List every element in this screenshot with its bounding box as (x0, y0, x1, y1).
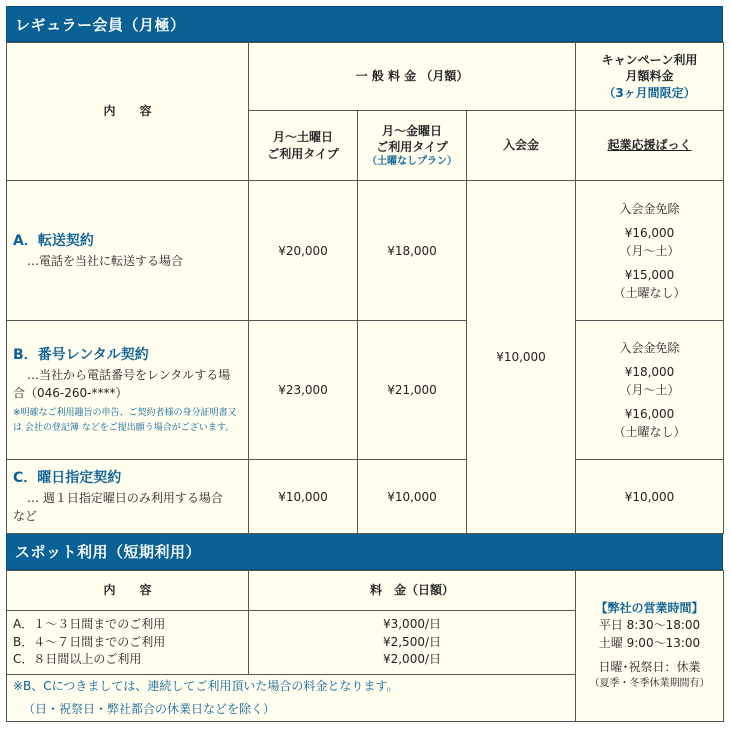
campaign-header-line3: （3ヶ月間限定） (603, 85, 696, 100)
regular-membership-header (6, 6, 723, 42)
row-a-campaign-line5: （土曜なし） (613, 285, 686, 300)
row-c-desc-line2: など (13, 509, 38, 523)
row-a-content (7, 181, 249, 321)
business-hours-saturday: 土曜 9:00～13:00 (598, 636, 701, 651)
row-c-desc-line1: … 週１日指定曜日のみ利用する場合 (27, 491, 223, 505)
row-a-campaign (576, 181, 724, 321)
type2-header (358, 111, 467, 181)
row-b-desc-line1: …当社から電話番号をレンタルする場 (27, 368, 231, 383)
spot-price: ¥2,000/日 (382, 652, 442, 667)
row-b-content (7, 321, 249, 460)
spot-usage-title: スポット利用（短期利用） (15, 543, 202, 561)
table-row (7, 321, 724, 460)
spot-pricing-table (6, 570, 724, 722)
row-a-campaign-line1: 入会金免除 (619, 201, 680, 216)
table-row (7, 460, 724, 534)
type2-header-line3: （土曜なしプラン） (367, 155, 457, 167)
row-b-campaign-line4: ¥16,000 (624, 407, 675, 421)
table-row (7, 181, 724, 321)
list-item: A．１～３日間までのご利用 (13, 617, 166, 632)
campaign-header-line2: 月額料金 (625, 69, 674, 84)
row-c-campaign: ¥10,000 (576, 460, 724, 534)
regular-pricing-table (6, 42, 724, 534)
type2-header-line1: 月～金曜日 (381, 123, 442, 138)
row-b-type2-price: ¥21,000 (358, 321, 467, 460)
list-item: B．４～７日間までのご利用 (13, 634, 166, 649)
general-fee-header: 一 般 料 金 （月額） (249, 43, 576, 111)
business-hours (576, 571, 724, 722)
entry-fee-header: 入会金 (467, 111, 576, 181)
spot-items (7, 611, 249, 675)
campaign-header-line1: キャンペーン利用 (601, 53, 698, 68)
spot-content-header: 内 容 (7, 571, 249, 611)
spot-note (7, 675, 576, 722)
row-a-campaign-line4: ¥15,000 (624, 267, 675, 282)
pricing-container (6, 6, 723, 722)
business-hours-seasonal: （夏季・冬季休業期間有） (589, 678, 710, 690)
row-c-content (7, 460, 249, 534)
row-c-title: C．曜日指定契約 (13, 470, 122, 486)
row-b-campaign-line2: ¥18,000 (624, 365, 675, 379)
campaign-header (576, 43, 724, 111)
spot-note-line1: ※B、Cにつきましては、連続してご利用頂いた場合の料金となります。 (13, 679, 399, 693)
spot-price: ¥2,500/日 (382, 634, 442, 649)
type1-header-line2: ご利用タイプ (267, 146, 339, 161)
startup-pack-header: 起業応援ぱっく (576, 111, 724, 181)
spot-usage-header (6, 534, 723, 570)
row-a-campaign-line3: （月～土） (619, 243, 680, 258)
row-b-campaign-line3: （月～土） (619, 383, 680, 397)
list-item: C．８日間以上のご利用 (13, 652, 142, 667)
row-b-campaign-line5: （土曜なし） (613, 425, 686, 439)
row-b-campaign-line1: 入会金免除 (619, 341, 680, 355)
business-hours-title: 【弊社の営業時間】 (595, 601, 704, 616)
spot-prices (249, 611, 576, 675)
row-a-campaign-line2: ¥16,000 (624, 225, 675, 240)
content-header: 内 容 (7, 43, 249, 181)
row-a-desc: …電話を当社に転送する場合 (27, 254, 184, 268)
spot-price: ¥3,000/日 (382, 617, 442, 632)
row-a-type2-price: ¥18,000 (358, 181, 467, 321)
regular-membership-title: レギュラー会員（月極） (15, 15, 186, 34)
spot-note-line2: （日・祝祭日・弊社都合の休業日などを除く） (23, 701, 276, 716)
type1-header-line1: 月～土曜日 (272, 130, 333, 145)
row-b-type1-price: ¥23,000 (249, 321, 358, 460)
business-hours-weekday: 平日 8:30～18:00 (598, 618, 701, 633)
row-b-campaign (576, 321, 724, 460)
business-hours-holiday: 日曜･祝祭日：休業 (598, 660, 701, 675)
row-a-type1-price: ¥20,000 (249, 181, 358, 321)
type2-header-line2: ご利用タイプ (376, 139, 448, 154)
row-b-desc-line2: 合（046-260-****） (13, 386, 128, 401)
entry-fee-value: ¥10,000 (467, 181, 576, 534)
row-a-title: A．転送契約 (13, 233, 94, 249)
row-c-type2-price: ¥10,000 (358, 460, 467, 534)
row-b-title: B．番号レンタル契約 (13, 347, 149, 364)
type1-header (249, 111, 358, 181)
spot-fee-header: 料 金（日額） (249, 571, 576, 611)
row-b-note: ※明確なご利用趣旨の申告、ご契約者様の身分証明書又は 会社の登記簿 などをご提出願う場合がございます。 (13, 408, 237, 433)
row-c-type1-price: ¥10,000 (249, 460, 358, 534)
